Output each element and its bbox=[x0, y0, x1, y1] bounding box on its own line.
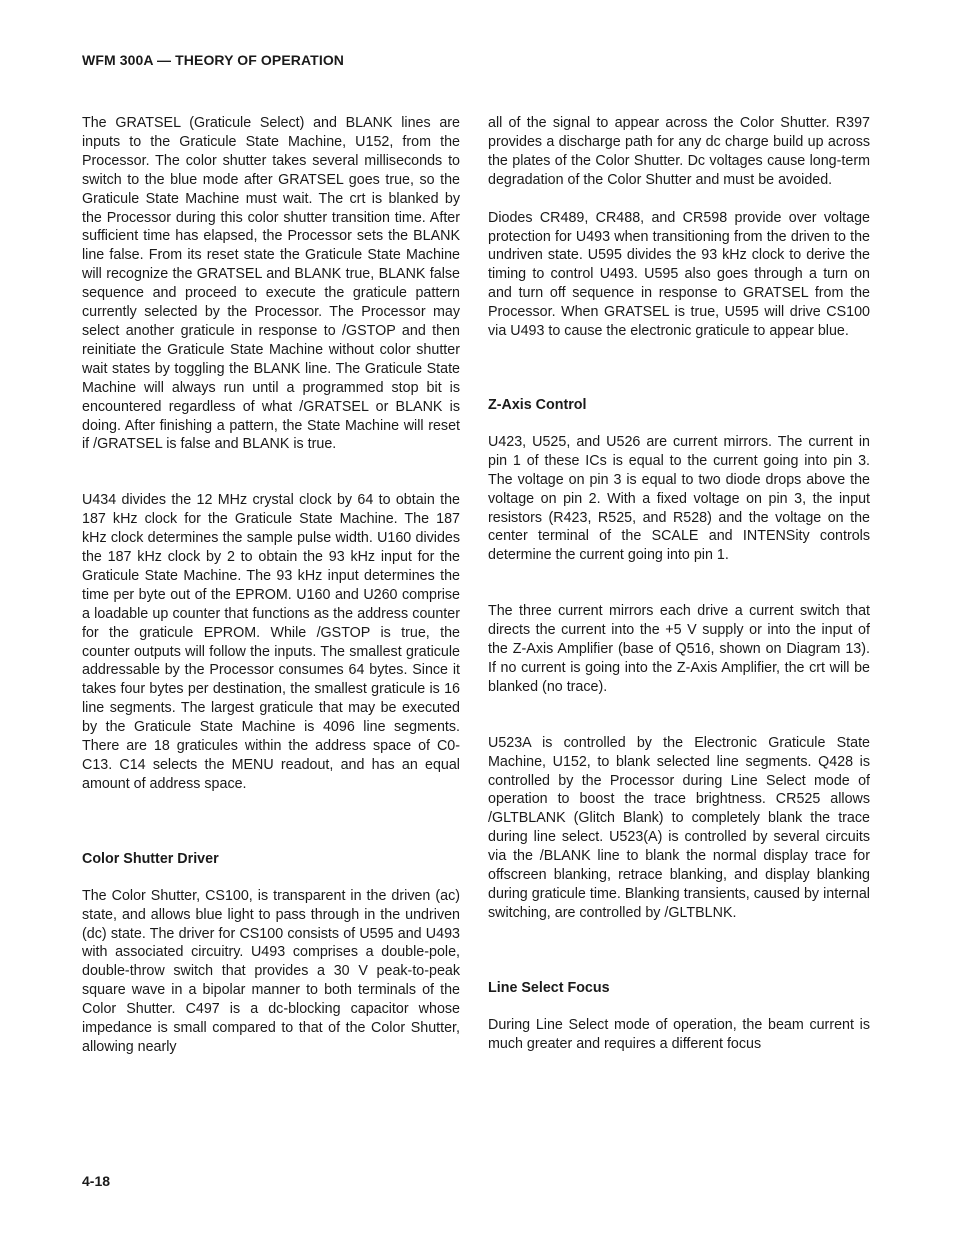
paragraph-blanking: U523A is controlled by the Electronic Graticule State Machine, U152, to blank selected line segments. Q428 is controlled by the Processor during Line Select mode of operation to boost the trace brightness. CR525 allows /GLTBLANK (Glitch Blank) to completely blank the trace during line select. U523(A) is controlled by several circuits via the /BLANK line to blank the normal display trace for offscreen blanking, retrace blanking, and display blanking during graticule time. Blanking transients, caused by internal switching, are controlled by /GLTBLNK. bbox=[488, 734, 870, 921]
paragraph-current-mirrors: U423, U525, and U526 are current mirrors. The current in pin 1 of these ICs is equal to the current going into pin 3. The voltage on pin 3 is equal to two diode drops above the voltage on pin 2. With a fixed voltage on pin 3, the input resistors (R423, R525, and R528) and the voltage on the center terminal of the SCALE and INTENSity controls determine the current going into pin 1. bbox=[488, 433, 870, 564]
heading-line-select-focus: Line Select Focus bbox=[488, 979, 610, 996]
paragraph-color-shutter: The Color Shutter, CS100, is transparent in the driven (ac) state, and allows blue light to pass through in the undriven (dc) state. The driver for CS100 consists of U595 and U493 with associated circuitry. U493 comprises a double-pole, double-throw switch that provides a 30 V peak-to-peak square wave in a bipolar manner to both terminals of the Color Shutter. C497 is a dc-blocking capacitor whose impedance is small compared to that of the Color Shutter, allowing nearly bbox=[82, 887, 460, 1055]
paragraph-overvoltage-protection: Diodes CR489, CR488, and CR598 provide over voltage protection for U493 when transitioning from the driven to the undriven state. U595 divides the 93 kHz clock to derive the timing to control U493. U595 also goes through a turn on and turn off sequence in response to GRATSEL from the Processor. When GRATSEL is true, U595 will drive CS100 via U493 to cause the electronic graticule to appear blue. bbox=[488, 209, 870, 340]
page-number: 4-18 bbox=[82, 1173, 111, 1189]
paragraph-current-switch: The three current mirrors each drive a current switch that directs the current into the +5 V supply or into the input of the Z-Axis Amplifier (base of Q516, shown on Diagram 13). If no current is going into the Z-Axis Amplifier, the crt will be blanked (no trace). bbox=[488, 603, 870, 695]
heading-z-axis-control: Z-Axis Control bbox=[488, 396, 587, 413]
paragraph-discharge-path: all of the signal to appear across the Color Shutter. R397 provides a discharge path for any dc charge build up across the plates of the Color Shutter. Dc voltages cause long-term degradation of the Color Shutter and must be avoided. bbox=[488, 115, 870, 188]
heading-color-shutter-driver: Color Shutter Driver bbox=[82, 850, 219, 867]
paragraph-clock-divider: U434 divides the 12 MHz crystal clock by 64 to obtain the 187 kHz clock for the Graticule State Machine. The 187 kHz clock determines the sample pulse width. U160 divides the 187 kHz clock by 2 to obtain the 93 kHz input for the Graticule State Machine. The 93 kHz input determines the time per byte out of the EPROM. U160 and U260 comprise a loadable up counter that functions as the address counter for the graticule EPROM. While /GSTOP is true, the counter outputs will follow the inputs. The smallest graticule addressable by the Processor consumes 64 bytes. Since it takes four bytes per destination, the smallest graticule is 16 line segments. The largest graticule that may be executed by the Graticule State Machine is 4096 line segments. There are 18 graticules within the address space of C0-C13. C14 selects the MENU readout, and has an equal amount of address space. bbox=[82, 492, 460, 792]
running-head: WFM 300A — THEORY OF OPERATION bbox=[82, 52, 345, 68]
paragraph-graticule-state-machine: The GRATSEL (Graticule Select) and BLANK lines are inputs to the Graticule State Machine, U152, from the Processor. The color shutter takes several milliseconds to switch to the blue mode after GRATSEL goes true, so the Graticule State Machine must wait. The crt is blanked by the Processor during this color shutter transition time. After sufficient time has elapsed, the Processor sets the BLANK line false. From its reset state the Graticule State Machine will recognize the GRATSEL and BLANK true, BLANK false sequence and proceed to execute the graticule pattern currently selected by the Processor. The Processor may select another graticule in response to /GSTOP and then reinitiate the Graticule State Machine without color shutter wait states by toggling the BLANK line. The Graticule State Machine will always run until a programmed stop bit is encountered regardless of what /GRATSEL or BLANK is doing. After finishing a pattern, the State Machine will reset if /GRATSEL is false and BLANK is true. bbox=[82, 115, 460, 453]
right-column bbox=[488, 114, 870, 1054]
left-column bbox=[82, 114, 460, 1057]
paragraph-line-select-focus: During Line Select mode of operation, the beam current is much greater and requires a different focus bbox=[488, 1016, 870, 1052]
